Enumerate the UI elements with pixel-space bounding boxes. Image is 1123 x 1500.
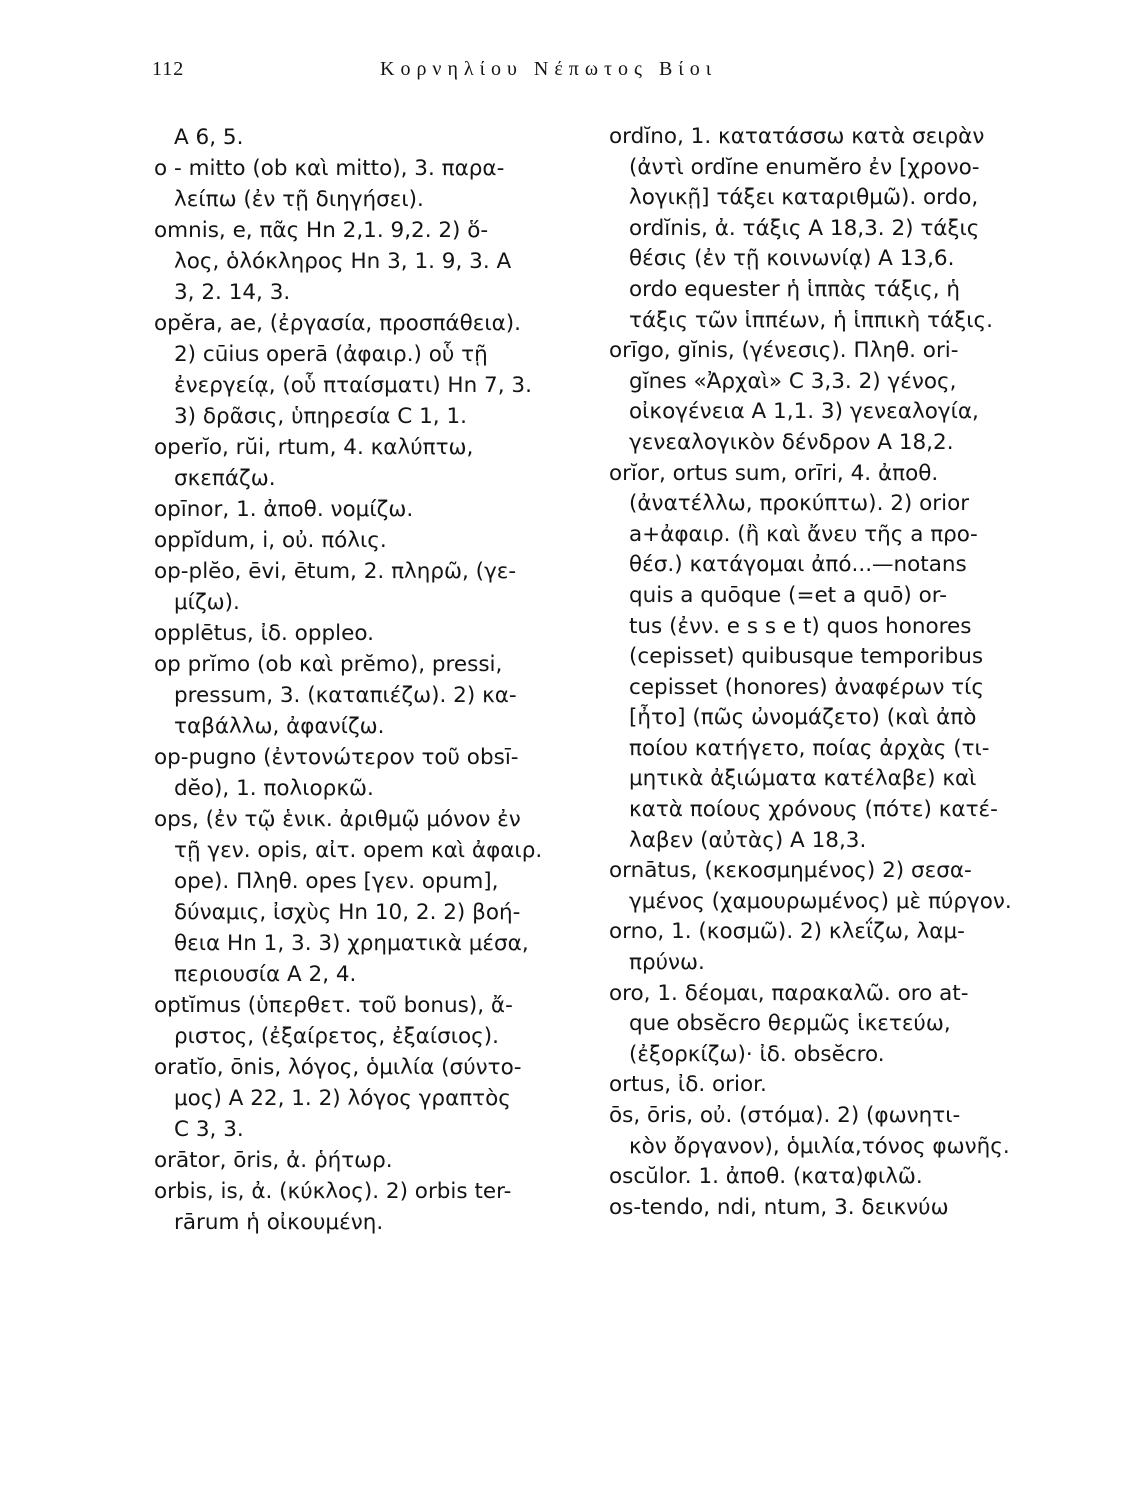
dictionary-line: o - mitto (ob καὶ mitto), 3. παρα-: [154, 156, 505, 181]
dictionary-line: tus (ἐνν. e s s e t) quos honores: [629, 613, 972, 639]
dictionary-line: σκεπάζω.: [174, 466, 276, 491]
dictionary-line: optĭmus (ὑπερθετ. τοῦ bonus), ἄ-: [154, 993, 513, 1018]
dictionary-line: ops, (ἐν τῷ ἑνικ. ἀριθμῷ μόνον ἐν: [154, 807, 521, 832]
dictionary-line: ταβάλλω, ἀφανίζω.: [174, 714, 385, 739]
dictionary-line: op prĭmo (ob καὶ prĕmo), pressi,: [154, 652, 503, 677]
dictionary-line: ortus, ἰδ. orior.: [609, 1072, 767, 1098]
dictionary-line: opĕra, ae, (ἐργασία, προσπάθεια).: [154, 311, 522, 336]
dictionary-line: θέσ.) κατάγομαι ἀπό...—notans: [629, 552, 967, 578]
dictionary-line: μητικὰ ἀξιώματα κατέλαβε) καὶ: [629, 766, 977, 792]
dictionary-line: ordĭno, 1. κατατάσσω κατὰ σειρὰν: [609, 124, 985, 149]
dictionary-line: πρύνω.: [629, 950, 705, 976]
dictionary-line: ριστος, (ἐξαίρετος, ἐξαίσιος).: [174, 1024, 499, 1049]
dictionary-line: λαβεν (αὐτὰς) A 18,3.: [629, 827, 867, 853]
dictionary-line: τῇ γεν. opis, αἰτ. opem καὶ ἀφαιρ.: [174, 838, 543, 863]
dictionary-line: λογικῇ] τάξει καταριθμῶ). ordo,: [629, 185, 979, 211]
dictionary-line: γμένος (χαμουρωμένος) μὲ πύργον.: [629, 888, 1012, 914]
dictionary-line: omnis, e, πᾶς Hn 2,1. 9,2. 2) ὅ-: [154, 218, 489, 243]
dictionary-line: λος, ὁλόκληρος Hn 3, 1. 9, 3. A: [174, 249, 512, 274]
dictionary-line: τάξις τῶν ἱππέων, ἡ ἱππικὴ τάξις.: [629, 307, 993, 333]
dictionary-line: (ἐξορκίζω)· ἰδ. obsĕcro.: [629, 1041, 885, 1067]
dictionary-line: δύναμις, ἰσχὺς Hn 10, 2. 2) βοή-: [174, 900, 521, 925]
dictionary-line: μίζω).: [174, 590, 240, 615]
dictionary-line: κατὰ ποίους χρόνους (πότε) κατέ-: [629, 797, 998, 823]
dictionary-line: op-plĕo, ēvi, ētum, 2. πληρῶ, (γε-: [154, 559, 517, 584]
dictionary-line: orno, 1. (κοσμῶ). 2) κλεΐζω, λαμ-: [609, 919, 965, 945]
page-header: [0, 58, 1123, 92]
right-column: [609, 122, 1037, 1223]
dictionary-line: ordĭnis, ἀ. τάξις A 18,3. 2) τάξις: [629, 215, 980, 241]
page-number: 112: [152, 58, 185, 80]
dictionary-line: que obsĕcro θερμῶς ἱκετεύω,: [629, 1011, 951, 1037]
dictionary-line: os-tendo, ndi, ntum, 3. δεικνύω: [609, 1194, 949, 1220]
dictionary-line: A 6, 5.: [174, 125, 244, 150]
dictionary-line: λείπω (ἐν τῇ διηγήσει).: [174, 187, 424, 212]
dictionary-line: pressum, 3. (καταπιέζω). 2) κα-: [174, 683, 517, 708]
dictionary-line: ποίου κατήγετο, ποίας ἀρχὰς (τι-: [629, 735, 990, 761]
dictionary-line: a+ἀφαιρ. (ἢ καὶ ἄνευ τῆς a προ-: [629, 521, 978, 547]
dictionary-line: opīnor, 1. ἀποθ. νομίζω.: [154, 497, 414, 522]
dictionary-line: oscŭlor. 1. ἀποθ. (κατα)φιλῶ.: [609, 1164, 923, 1190]
dictionary-line: oro, 1. δέομαι, παρακαλῶ. oro at-: [609, 980, 969, 1006]
dictionary-line: (ἀνατέλλω, προκύπτω). 2) orior: [629, 491, 970, 517]
dictionary-line: orbis, is, ἀ. (κύκλος). 2) orbis ter-: [154, 1179, 512, 1204]
dictionary-line: orĭor, ortus sum, orīri, 4. ἀποθ.: [609, 460, 939, 486]
dictionary-line: orātor, ōris, ἀ. ῥήτωρ.: [154, 1148, 393, 1173]
dictionary-line: operĭo, rŭi, rtum, 4. καλύπτω,: [154, 435, 474, 460]
dictionary-line: ordo equester ἡ ἱππὰς τάξις, ἡ: [629, 276, 961, 302]
running-title: Κορνηλίου Νέπωτος Βίοι: [380, 58, 718, 80]
dictionary-line: rārum ἡ οἰκουμένη.: [174, 1210, 384, 1235]
dictionary-line: oppĭdum, i, οὐ. πόλις.: [154, 528, 387, 553]
dictionary-line: quis a quōque (=et a quō) or-: [629, 582, 947, 608]
dictionary-line: op-pugno (ἐντονώτερον τοῦ obsī-: [154, 745, 519, 770]
dictionary-line: μος) A 22, 1. 2) λόγος γραπτὸς: [174, 1086, 511, 1111]
dictionary-line: (ἀντὶ ordĭne enumĕro ἐν [χρονο-: [629, 154, 980, 180]
dictionary-line: ἐνεργείᾳ, (οὗ πταίσματι) Hn 7, 3.: [174, 373, 532, 398]
dictionary-line: cepisset (honores) ἀναφέρων τίς: [629, 674, 985, 700]
left-column: [154, 122, 574, 1238]
dictionary-line: 2) cūius operā (ἀφαιρ.) οὗ τῇ: [174, 342, 488, 367]
dictionary-line: ope). Πληθ. opes [γεν. opum],: [174, 869, 499, 894]
dictionary-line: ōs, ōris, οὐ. (στόμα). 2) (φωνητι-: [609, 1103, 961, 1128]
dictionary-line: θέσις (ἐν τῇ κοινωνίᾳ) A 13,6.: [629, 246, 955, 272]
dictionary-line: γενεαλογικὸν δένδρον A 18,2.: [629, 429, 954, 455]
dictionary-line: οἰκογένεια A 1,1. 3) γενεαλογία,: [629, 399, 979, 425]
dictionary-line: περιουσία A 2, 4.: [174, 962, 357, 987]
dictionary-line: dĕo), 1. πολιορκῶ.: [174, 776, 374, 801]
dictionary-line: ornātus, (κεκοσμημένος) 2) σεσα-: [609, 858, 972, 884]
dictionary-line: (cepisset) quibusque temporibus: [629, 644, 984, 670]
dictionary-line: κὸν ὄργανον), ὁμιλία,τόνος φωνῆς.: [629, 1133, 1010, 1159]
dictionary-line: gĭnes «Ἀρχαὶ» C 3,3. 2) γένος,: [629, 368, 957, 394]
dictionary-line: [ἦτο] (πῶς ὠνομάζετο) (καὶ ἀπὸ: [629, 705, 977, 731]
dictionary-line: orīgo, gĭnis, (γένεσις). Πληθ. ori-: [609, 338, 959, 364]
dictionary-line: oratĭo, ōnis, λόγος, ὁμιλία (σύντο-: [154, 1055, 522, 1080]
dictionary-line: θεια Hn 1, 3. 3) χρηματικὰ μέσα,: [174, 931, 529, 956]
dictionary-line: opplētus, ἰδ. oppleo.: [154, 621, 374, 646]
dictionary-line: C 3, 3.: [174, 1117, 244, 1142]
dictionary-line: 3) δρᾶσις, ὑπηρεσία C 1, 1.: [174, 404, 467, 429]
dictionary-line: 3, 2. 14, 3.: [174, 280, 291, 305]
